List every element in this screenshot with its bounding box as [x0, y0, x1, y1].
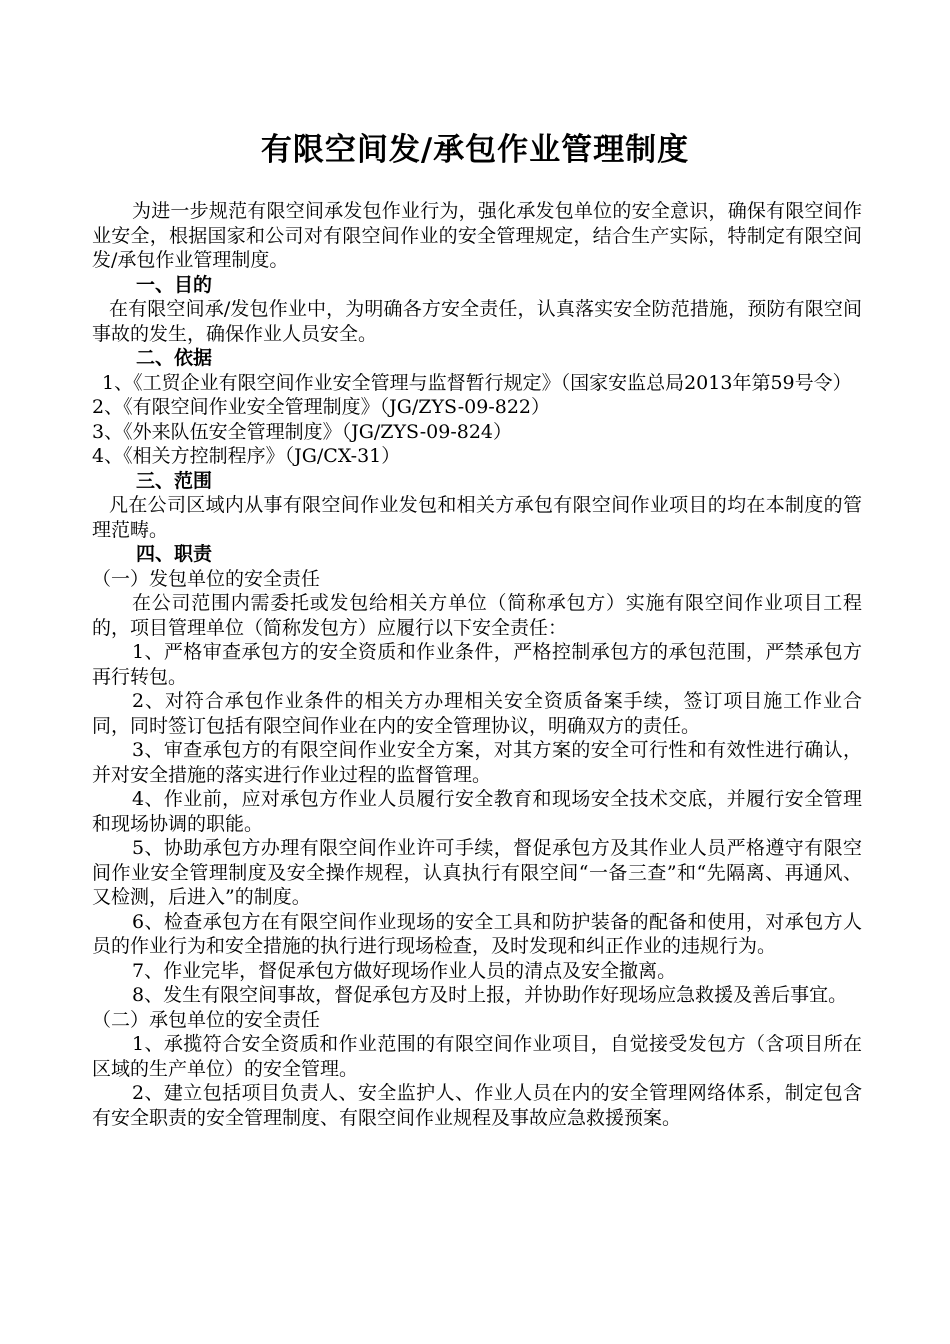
section-heading-scope: 三、范围	[136, 469, 213, 492]
section-heading-basis: 二、依据	[136, 347, 213, 369]
employer-duty-item: 6、检查承包方在有限空间作业现场的安全工具和防护装备的配备和使用，对承包方人员的作业行为和安全措施的执行进行现场检查，及时发现和纠正作业的违规行为。	[92, 910, 862, 957]
basis-item: 3、《外来队伍安全管理制度》（JG/ZYS-09-824）	[92, 420, 513, 443]
employer-intro-paragraph: 在公司范围内需委托或发包给相关方单位（简称承包方）实施有限空间作业项目工程的，项目管理单位（简称发包方）应履行以下安全责任：	[92, 592, 862, 639]
document-body	[92, 199, 862, 1130]
scope-paragraph: 凡在公司区域内从事有限空间作业发包和相关方承包有限空间作业项目的均在本制度的管理范畴。	[92, 494, 862, 541]
document-title: 有限空间发/承包作业管理制度	[260, 132, 690, 168]
employer-duty-item: 7、作业完毕，督促承包方做好现场作业人员的清点及安全撤离。	[132, 959, 677, 982]
basis-item: 2、《有限空间作业安全管理制度》（JG/ZYS-09-822）	[92, 396, 551, 418]
basis-item: 1、《工贸企业有限空间作业安全管理与监督暂行规定》（国家安监总局2013年第59号令）	[102, 371, 852, 394]
contractor-duty-item: 1、承揽符合安全资质和作业范围的有限空间作业项目，自觉接受发包方（含项目所在区域的生产单位）的安全管理。	[92, 1033, 862, 1080]
employer-duty-item: 5、协助承包方办理有限空间作业许可手续，督促承包方及其作业人员严格遵守有限空间作业安全管理制度及安全操作规程，认真执行有限空间“一备三查”和“先隔离、再通风、又检测，后进入”的制度。	[92, 837, 862, 908]
subsection-heading-employer: （一）发包单位的安全责任	[92, 567, 321, 590]
basis-item: 4、《相关方控制程序》（JG/CX-31）	[92, 445, 401, 467]
purpose-paragraph: 在有限空间承/发包作业中，为明确各方安全责任，认真落实安全防范措施，预防有限空间事故的发生，确保作业人员安全。	[92, 298, 862, 345]
employer-duty-item: 2、对符合承包作业条件的相关方办理相关安全资质备案手续，签订项目施工作业合同，同时签订包括有限空间作业在内的安全管理协议，明确双方的责任。	[92, 690, 862, 737]
section-heading-duties: 四、职责	[136, 543, 213, 565]
intro-paragraph: 为进一步规范有限空间承发包作业行为，强化承发包单位的安全意识，确保有限空间作业安全，根据国家和公司对有限空间作业的安全管理规定，结合生产实际，特制定有限空间发/承包作业管理制度。	[92, 200, 862, 271]
subsection-heading-contractor: （二）承包单位的安全责任	[92, 1008, 321, 1031]
employer-duty-item: 3、审查承包方的有限空间作业安全方案，对其方案的安全可行性和有效性进行确认，并对安全措施的落实进行作业过程的监督管理。	[92, 739, 862, 786]
contractor-duty-item: 2、建立包括项目负责人、安全监护人、作业人员在内的安全管理网络体系，制定包含有安全职责的安全管理制度、有限空间作业规程及事故应急救援预案。	[92, 1082, 862, 1129]
employer-duty-item: 4、作业前，应对承包方作业人员履行安全教育和现场安全技术交底，并履行安全管理和现场协调的职能。	[92, 788, 862, 835]
employer-duty-item: 8、发生有限空间事故，督促承包方及时上报，并协助作好现场应急救援及善后事宜。	[132, 984, 848, 1006]
section-heading-purpose: 一、目的	[136, 273, 213, 296]
employer-duty-item: 1、严格审查承包方的安全资质和作业条件，严格控制承包方的承包范围，严禁承包方再行转包。	[92, 641, 862, 688]
